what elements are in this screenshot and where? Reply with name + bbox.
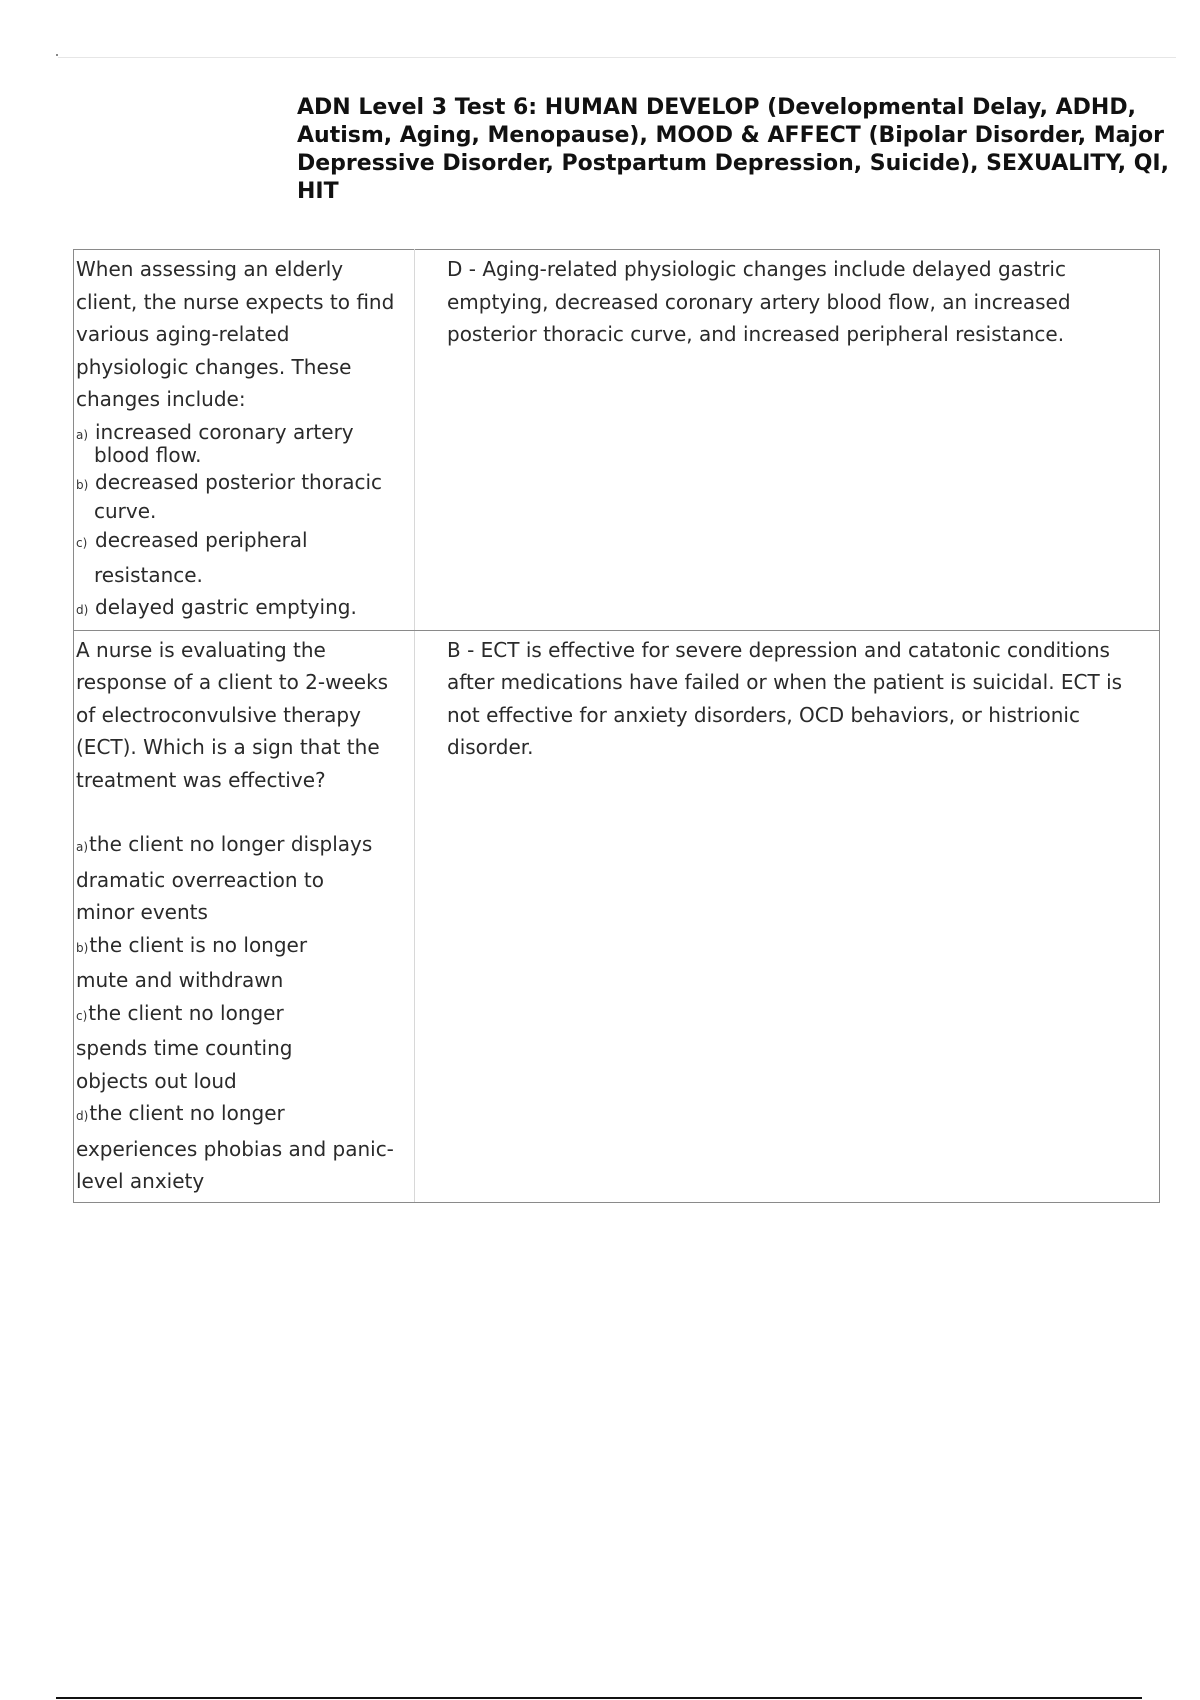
question-cell [74, 630, 415, 1202]
answer-cell [415, 250, 1160, 631]
option-list [76, 419, 412, 626]
option-text: the client no longer displays dramatic overreaction to minor events [76, 832, 373, 924]
option-a [76, 828, 412, 929]
option-letter: c) [76, 1008, 88, 1023]
option-c [76, 524, 412, 591]
option-text: the client is no longer mute and withdrawn [76, 932, 308, 992]
option-text: the client no longer spends time counting objects out loud [76, 1000, 293, 1093]
option-letter: a) [76, 840, 89, 854]
option-text: the client no longer experiences phobias and panic- level anxiety [76, 1101, 394, 1193]
header-rule [58, 57, 1176, 58]
page-corner-mark [56, 54, 58, 56]
option-letter: a) [76, 427, 89, 442]
option-b [76, 929, 412, 997]
option-b [76, 469, 412, 524]
option-text: increased coronary artery blood flow. [94, 419, 354, 467]
option-letter: b) [76, 477, 89, 492]
option-d [76, 591, 412, 626]
footer-rule [56, 1697, 1142, 1699]
answer-text: D - Aging-related physiologic changes include delayed gastric emptying, decreased coronary artery blood flow, an increased posterior thoracic curve, and increased peripheral resistance. [447, 257, 1071, 346]
question-cell [74, 250, 415, 631]
option-text: decreased posterior thoracic curve. [94, 469, 382, 523]
stem-spacer [76, 796, 412, 828]
option-c [76, 997, 412, 1098]
option-d [76, 1097, 412, 1198]
option-a [76, 419, 412, 467]
option-letter: d) [76, 602, 89, 617]
option-letter: d) [76, 1109, 89, 1123]
question-answer-table [73, 249, 1160, 1203]
answer-text: B - ECT is effective for severe depression and catatonic conditions after medications have failed or when the patient is suicidal. ECT is not effective for anxiety disorders, OCD behaviors, or histrionic disorder. [447, 637, 1123, 759]
answer-cell [415, 630, 1160, 1202]
question-stem: A nurse is evaluating the response of a client to 2-weeks of electroconvulsive therapy (ECT). Which is a sign that the treatment was effective? [76, 637, 389, 792]
option-letter: c) [76, 535, 88, 550]
option-list [76, 828, 412, 1198]
document-title: ADN Level 3 Test 6: HUMAN DEVELOP (Developmental Delay, ADHD, Autism, Aging, Menopause), MOOD & AFFECT (Bipolar Disorder, Major Depressive Disorder, Postpartum Depression, Suicide), SEXUALITY, QI, HIT [297, 95, 1169, 204]
option-letter: b) [76, 940, 89, 955]
table-row [74, 630, 1160, 1202]
question-stem: When assessing an elderly client, the nurse expects to find various aging-related physiologic changes. These changes include: [76, 257, 395, 411]
table-row [74, 250, 1160, 631]
option-text: delayed gastric emptying. [95, 594, 357, 619]
option-text: decreased peripheral resistance. [94, 527, 308, 587]
